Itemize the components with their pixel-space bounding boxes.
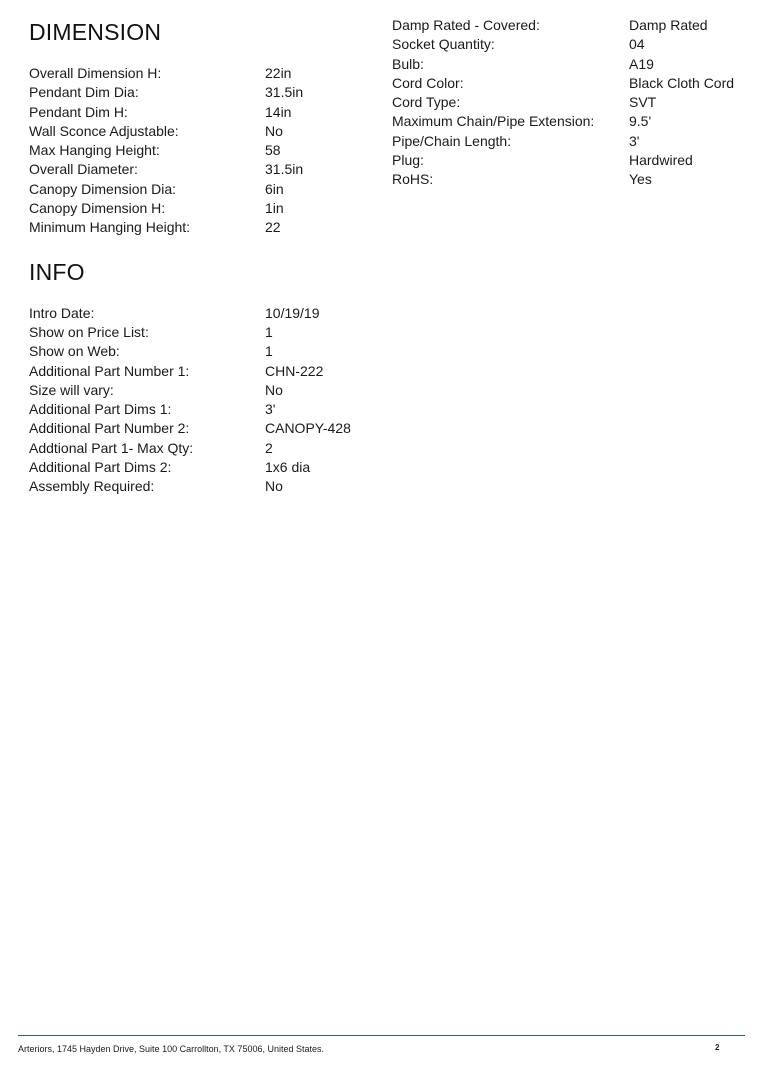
spec-value: Black Cloth Cord xyxy=(629,74,735,91)
spec-row xyxy=(29,141,369,160)
spec-value: SVT xyxy=(629,94,657,111)
spec-label: Intro Date: xyxy=(29,304,95,321)
spec-value: 9.5' xyxy=(629,113,652,130)
spec-row xyxy=(392,132,752,151)
spec-value: 58 xyxy=(265,142,281,159)
spec-row xyxy=(29,304,369,323)
spec-row xyxy=(29,419,369,438)
spec-row xyxy=(29,64,369,83)
spec-row xyxy=(392,93,752,112)
spec-label: Assembly Required: xyxy=(29,478,155,495)
spec-value: 31.5in xyxy=(265,161,304,178)
spec-row xyxy=(29,400,369,419)
spec-row xyxy=(29,180,369,199)
spec-row xyxy=(29,83,369,102)
spec-label: Canopy Dimension Dia: xyxy=(29,180,177,197)
spec-row xyxy=(29,122,369,141)
dimension-spec-list xyxy=(29,64,369,238)
spec-label: Additional Part Dims 1: xyxy=(29,401,172,418)
spec-label: Show on Price List: xyxy=(29,323,149,340)
spec-value: 1 xyxy=(265,323,273,340)
spec-value: 22 xyxy=(265,219,281,236)
spec-label: Maximum Chain/Pipe Extension: xyxy=(392,113,595,130)
spec-label: Show on Web: xyxy=(29,343,120,360)
spec-label: RoHS: xyxy=(392,171,434,188)
spec-label: Overall Dimension H: xyxy=(29,65,162,81)
spec-row xyxy=(29,218,369,237)
spec-value: 6in xyxy=(265,180,284,197)
spec-value: CANOPY-428 xyxy=(265,420,351,437)
spec-label: Plug: xyxy=(392,152,424,169)
spec-row xyxy=(392,35,752,54)
spec-label: Wall Sconce Adjustable: xyxy=(29,122,179,139)
spec-value: 2 xyxy=(265,439,273,456)
spec-value: Damp Rated xyxy=(629,17,708,33)
spec-row xyxy=(392,151,752,170)
spec-row xyxy=(29,160,369,179)
spec-row xyxy=(392,16,752,35)
spec-row xyxy=(392,55,752,74)
spec-label: Damp Rated - Covered: xyxy=(392,17,540,33)
right-column xyxy=(392,16,752,190)
spec-label: Pendant Dim H: xyxy=(29,103,128,120)
spec-value: 1x6 dia xyxy=(265,459,311,476)
spec-row xyxy=(29,362,369,381)
spec-label: Pendant Dim Dia: xyxy=(29,84,139,101)
spec-label: Pipe/Chain Length: xyxy=(392,132,512,149)
spec-label: Size will vary: xyxy=(29,381,114,398)
spec-row xyxy=(392,112,752,131)
footer-divider xyxy=(18,1035,745,1036)
spec-value: Yes xyxy=(629,171,652,188)
spec-row xyxy=(29,458,369,477)
spec-label: Canopy Dimension H: xyxy=(29,200,166,217)
spec-row xyxy=(392,74,752,93)
spec-label: Cord Type: xyxy=(392,94,461,111)
spec-value: 31.5in xyxy=(265,84,304,101)
spec-label: Overall Diameter: xyxy=(29,161,138,178)
dimension-section-title: DIMENSION xyxy=(29,19,162,45)
spec-value: 22in xyxy=(265,65,292,81)
spec-label: Addtional Part 1- Max Qty: xyxy=(29,439,194,456)
spec-row xyxy=(29,439,369,458)
spec-label: Cord Color: xyxy=(392,74,464,91)
spec-row xyxy=(29,323,369,342)
specs-continued-list xyxy=(392,16,752,190)
spec-label: Additional Part Number 2: xyxy=(29,420,190,437)
spec-value: 04 xyxy=(629,36,645,53)
spec-row xyxy=(29,381,369,400)
spec-label: Socket Quantity: xyxy=(392,36,495,53)
spec-value: 1 xyxy=(265,343,273,360)
spec-value: No xyxy=(265,381,283,398)
spec-value: Hardwired xyxy=(629,152,693,169)
spec-value: 1in xyxy=(265,200,284,217)
spec-value: CHN-222 xyxy=(265,362,324,379)
spec-label: Additional Part Number 1: xyxy=(29,362,190,379)
spec-value: 3' xyxy=(629,132,640,149)
info-spec-list xyxy=(29,304,369,497)
left-column xyxy=(29,18,369,497)
spec-row xyxy=(29,342,369,361)
spec-value: No xyxy=(265,122,283,139)
spec-value: 3' xyxy=(265,401,276,418)
spec-row xyxy=(29,477,369,496)
spec-label: Bulb: xyxy=(392,55,424,72)
info-section-title: INFO xyxy=(29,258,85,285)
footer-address: Arteriors, 1745 Hayden Drive, Suite 100 Carrollton, TX 75006, United States. xyxy=(18,1044,324,1054)
spec-label: Max Hanging Height: xyxy=(29,142,160,159)
spec-label: Minimum Hanging Height: xyxy=(29,219,191,236)
spec-value: No xyxy=(265,478,283,495)
spec-value: 14in xyxy=(265,103,292,120)
spec-row xyxy=(29,199,369,218)
spec-label: Additional Part Dims 2: xyxy=(29,459,172,476)
page-number: 2 xyxy=(715,1043,720,1052)
spec-value: A19 xyxy=(629,55,654,72)
spec-row xyxy=(392,170,752,189)
spec-value: 10/19/19 xyxy=(265,304,320,321)
spec-row xyxy=(29,103,369,122)
